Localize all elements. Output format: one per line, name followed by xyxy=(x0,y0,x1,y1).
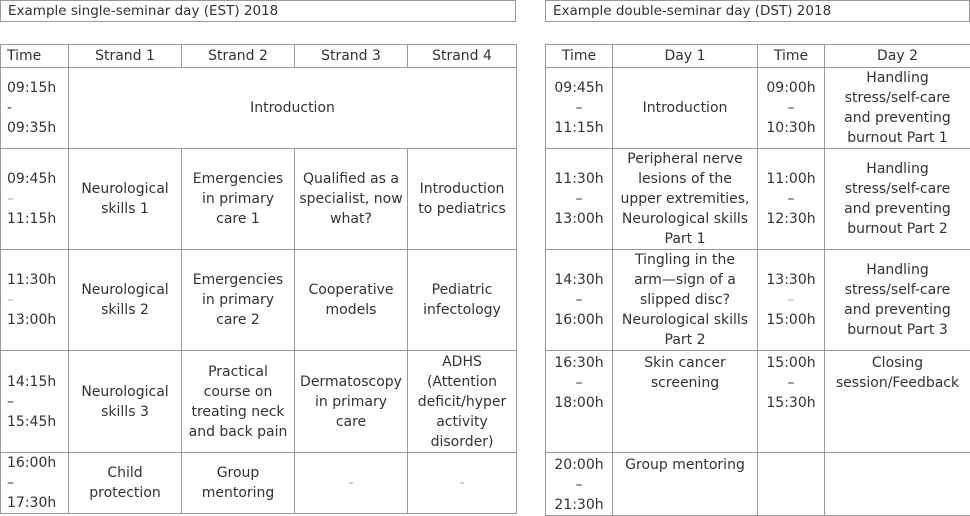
session-text: Emergencies xyxy=(184,270,292,290)
session-text: protection xyxy=(71,483,179,503)
time-separator: – xyxy=(7,392,66,412)
session-cell xyxy=(182,453,295,514)
time-start: 13:30h xyxy=(760,270,822,290)
session-cell xyxy=(182,250,295,351)
session-text: Part 2 xyxy=(615,330,755,350)
session-text: disorder) xyxy=(410,432,514,452)
session-text: arm—sign of a xyxy=(615,270,755,290)
time-start: 20:00h xyxy=(548,455,610,475)
session-text: ADHS xyxy=(410,352,514,372)
session-text: stress/self-care xyxy=(827,280,968,300)
time-cell xyxy=(758,68,825,149)
session-text: Cooperative xyxy=(297,280,405,300)
time-end: 15:30h xyxy=(760,393,822,413)
session-text: Group mentoring xyxy=(615,455,755,475)
time-cell xyxy=(1,68,69,149)
session-text: Closing xyxy=(827,353,968,373)
time-start: 14:30h xyxy=(548,270,610,290)
session-text: Neurological xyxy=(71,382,179,402)
session-text: in primary xyxy=(297,392,405,412)
empty-session-cell: - xyxy=(295,453,408,514)
session-text: treating neck xyxy=(184,402,292,422)
session-text: (Attention xyxy=(410,372,514,392)
session-cell xyxy=(613,68,758,149)
time-separator: – xyxy=(760,98,822,118)
double-seminar-table xyxy=(545,44,970,516)
time-cell xyxy=(546,250,613,351)
session-text: models xyxy=(297,300,405,320)
time-end: 13:00h xyxy=(7,310,66,330)
session-text: Neurological skills xyxy=(615,209,755,229)
time-start: 11:30h xyxy=(7,270,66,290)
time-separator: – xyxy=(760,290,822,310)
session-cell xyxy=(825,68,970,149)
time-cell xyxy=(1,453,69,514)
empty-session-cell xyxy=(825,453,970,516)
header-row xyxy=(1,45,517,68)
session-text: Qualified as a xyxy=(297,169,405,189)
session-text: stress/self-care xyxy=(827,88,968,108)
session-text: Peripheral nerve xyxy=(615,149,755,169)
empty-time-cell xyxy=(758,453,825,516)
session-text: Skin cancer xyxy=(615,353,755,373)
column-header-strand-4: Strand 4 xyxy=(408,45,517,68)
column-header-day-2: Day 2 xyxy=(825,45,970,68)
session-text: course on xyxy=(184,382,292,402)
table-row xyxy=(546,68,970,149)
column-header-strand-2: Strand 2 xyxy=(182,45,295,68)
table-row xyxy=(546,250,970,351)
time-separator: – xyxy=(548,373,610,393)
table-row xyxy=(546,149,970,250)
session-cell xyxy=(613,149,758,250)
session-text: burnout Part 3 xyxy=(827,320,968,340)
table-row xyxy=(1,149,517,250)
session-text: specialist, now xyxy=(297,189,405,209)
time-separator: - xyxy=(7,98,66,118)
introduction-cell: Introduction xyxy=(69,68,517,149)
time-start: 11:00h xyxy=(760,169,822,189)
time-separator: – xyxy=(7,290,66,310)
session-text: and back pain xyxy=(184,422,292,442)
session-text: burnout Part 1 xyxy=(827,128,968,148)
session-cell xyxy=(825,149,970,250)
time-cell xyxy=(546,68,613,149)
session-text: Neurological skills xyxy=(615,310,755,330)
session-text: Neurological xyxy=(71,179,179,199)
session-text: lesions of the xyxy=(615,169,755,189)
empty-session-cell: - xyxy=(408,453,517,514)
session-cell xyxy=(295,351,408,453)
time-start: 16:30h xyxy=(548,353,610,373)
session-cell xyxy=(69,453,182,514)
time-end: 17:30h xyxy=(7,493,66,513)
session-text: in primary xyxy=(184,189,292,209)
time-end: 10:30h xyxy=(760,118,822,138)
time-start: 15:00h xyxy=(760,353,822,373)
session-text: Dermatoscopy xyxy=(297,372,405,392)
time-separator: – xyxy=(7,473,66,493)
right-table-caption: Example double-seminar day (DST) 2018 xyxy=(545,0,970,22)
time-separator: – xyxy=(548,98,610,118)
session-cell xyxy=(408,250,517,351)
session-cell xyxy=(613,453,758,516)
session-text: Handling xyxy=(827,159,968,179)
session-cell xyxy=(613,351,758,453)
time-end: 15:00h xyxy=(760,310,822,330)
session-text: skills 2 xyxy=(71,300,179,320)
session-cell xyxy=(69,351,182,453)
session-text: screening xyxy=(615,373,755,393)
session-cell xyxy=(295,250,408,351)
time-end: 12:30h xyxy=(760,209,822,229)
column-header-time: Time xyxy=(1,45,69,68)
session-text: burnout Part 2 xyxy=(827,219,968,239)
session-text: session/Feedback xyxy=(827,373,968,393)
time-cell xyxy=(758,351,825,453)
session-text: Pediatric xyxy=(410,280,514,300)
time-cell xyxy=(546,149,613,250)
time-start: 11:30h xyxy=(548,169,610,189)
time-end: 09:35h xyxy=(7,118,66,138)
session-cell xyxy=(825,250,970,351)
time-start: 09:45h xyxy=(7,169,66,189)
session-text: stress/self-care xyxy=(827,179,968,199)
single-seminar-table xyxy=(0,44,517,514)
time-cell xyxy=(1,351,69,453)
session-text: activity xyxy=(410,412,514,432)
session-text: to pediatrics xyxy=(410,199,514,219)
column-header-day-1: Day 1 xyxy=(613,45,758,68)
time-start: 09:15h xyxy=(7,78,66,98)
session-text: skills 1 xyxy=(71,199,179,219)
session-cell xyxy=(295,149,408,250)
session-cell xyxy=(182,351,295,453)
session-cell xyxy=(825,351,970,453)
session-cell xyxy=(408,149,517,250)
header-row xyxy=(546,45,970,68)
time-start: 09:00h xyxy=(760,78,822,98)
table-row xyxy=(1,250,517,351)
column-header-strand-1: Strand 1 xyxy=(69,45,182,68)
time-separator: – xyxy=(760,189,822,209)
session-text: in primary xyxy=(184,290,292,310)
time-cell xyxy=(758,250,825,351)
session-text: Emergencies xyxy=(184,169,292,189)
session-cell xyxy=(69,250,182,351)
session-text: care 1 xyxy=(184,209,292,229)
column-header-time-day-1: Time xyxy=(546,45,613,68)
table-row xyxy=(1,351,517,453)
time-separator: – xyxy=(7,189,66,209)
table-row xyxy=(1,453,517,514)
session-text: care xyxy=(297,412,405,432)
session-cell xyxy=(69,149,182,250)
time-cell xyxy=(1,250,69,351)
time-end: 11:15h xyxy=(548,118,610,138)
session-text: and preventing xyxy=(827,108,968,128)
time-cell xyxy=(1,149,69,250)
table-row xyxy=(546,351,970,453)
session-text: care 2 xyxy=(184,310,292,330)
session-text: Introduction xyxy=(410,179,514,199)
table-row xyxy=(546,453,970,516)
session-text: what? xyxy=(297,209,405,229)
session-cell xyxy=(182,149,295,250)
column-header-time-day-2: Time xyxy=(758,45,825,68)
time-cell xyxy=(546,351,613,453)
time-start: 09:45h xyxy=(548,78,610,98)
session-text: deficit/hyper xyxy=(410,392,514,412)
time-end: 18:00h xyxy=(548,393,610,413)
time-end: 13:00h xyxy=(548,209,610,229)
session-text: Handling xyxy=(827,260,968,280)
session-text: upper extremities, xyxy=(615,189,755,209)
time-end: 11:15h xyxy=(7,209,66,229)
session-text: Neurological xyxy=(71,280,179,300)
session-text: Handling xyxy=(827,68,968,88)
time-separator: – xyxy=(548,290,610,310)
column-header-strand-3: Strand 3 xyxy=(295,45,408,68)
session-text: and preventing xyxy=(827,199,968,219)
time-cell xyxy=(758,149,825,250)
time-cell xyxy=(546,453,613,516)
session-text: Group xyxy=(184,463,292,483)
session-text: and preventing xyxy=(827,300,968,320)
time-start: 14:15h xyxy=(7,372,66,392)
session-text: Tingling in the xyxy=(615,250,755,270)
time-end: 15:45h xyxy=(7,412,66,432)
session-cell xyxy=(408,351,517,453)
table-row xyxy=(1,68,517,149)
session-text: Introduction xyxy=(615,98,755,118)
time-end: 21:30h xyxy=(548,495,610,515)
session-text: mentoring xyxy=(184,483,292,503)
session-text: Part 1 xyxy=(615,229,755,249)
time-separator: – xyxy=(760,373,822,393)
time-start: 16:00h xyxy=(7,453,66,473)
time-separator: – xyxy=(548,189,610,209)
time-end: 16:00h xyxy=(548,310,610,330)
time-separator: – xyxy=(548,475,610,495)
session-text: Practical xyxy=(184,362,292,382)
left-table-caption: Example single-seminar day (EST) 2018 xyxy=(0,0,516,22)
session-cell xyxy=(613,250,758,351)
session-text: skills 3 xyxy=(71,402,179,422)
session-text: Child xyxy=(71,463,179,483)
session-text: slipped disc? xyxy=(615,290,755,310)
session-text: infectology xyxy=(410,300,514,320)
